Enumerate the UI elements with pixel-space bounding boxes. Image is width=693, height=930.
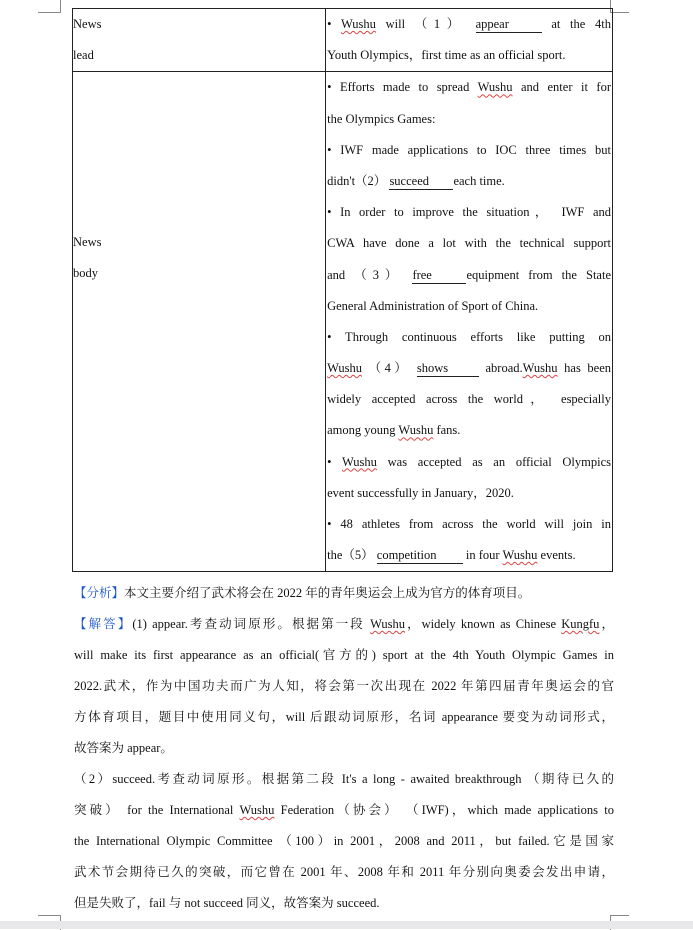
answer-line-10: 但是失败了，fail 与 not succeed 同义，故答案为 succeed.: [74, 896, 380, 910]
body-line-16: the（5） competition in four Wushu events.: [327, 548, 576, 563]
answer-blank-4: shows: [417, 360, 479, 377]
answer-line-1: 【解答】(1) appear.考查动词原形。根据第一段 Wushu，widely known as Chinese Kungfu，: [74, 617, 614, 631]
answer-blank-3: free: [412, 267, 466, 284]
body-line-1: • Efforts made to spread Wushu and enter it for: [327, 80, 611, 95]
body-line-2: the Olympics Games:: [327, 111, 436, 126]
answer-paragraph: [74, 609, 614, 919]
answer-line-5: 故答案为 appear。: [74, 741, 173, 755]
news-structure-table: [72, 8, 613, 572]
answer-line-9: 武术节会期待已久的突破，而它曾在 2001 年、2008 年和 2011 年分别向奥委会发出申请，: [74, 865, 614, 879]
margin-corner-top-left: [38, 0, 61, 13]
body-line-3: • IWF made applications to IOC three times but: [327, 142, 611, 157]
table-row-body: [73, 72, 613, 572]
table-row-lead: [73, 9, 613, 72]
lead-content-cell: [326, 9, 613, 72]
body-line-6: CWA have done a lot with the technical support: [327, 236, 611, 251]
body-label-cell: [73, 72, 326, 572]
page-bottom-edge: [0, 921, 693, 929]
answer-blank-2: succeed: [389, 173, 453, 190]
body-line-14: event successfully in January，2020.: [327, 485, 514, 500]
lead-line-2: Youth Olympics，first time as an official sport.: [327, 48, 566, 63]
body-label-line-1: News: [73, 235, 102, 250]
body-line-8: General Administration of Sport of China.: [327, 298, 539, 313]
body-line-4: didn't（2） succeed each time.: [327, 173, 505, 188]
analysis-paragraph: [74, 578, 614, 609]
answer-line-3: 2022.武术，作为中国功夫而广为人知，将会第一次出现在 2022 年第四届青年奥运会的官: [74, 679, 614, 693]
answer-blank-5: competition: [377, 547, 463, 564]
body-line-13: • Wushu was accepted as an official Olympics: [327, 454, 612, 469]
answer-tag: 【解答】: [74, 617, 133, 631]
lead-label-line-1: News: [73, 17, 102, 31]
analysis-line: 【分析】本文主要介绍了武术将会在 2022 年的青年奥运会上成为官方的体育项目。: [74, 586, 531, 600]
answer-line-8: the International Olympic Committee （100）in 2001，2008 and 2011，but failed.它是国家: [74, 834, 614, 848]
lead-label-cell: [73, 9, 326, 72]
body-label-line-2: body: [73, 266, 98, 281]
body-content-cell: [326, 72, 613, 572]
answer-line-4: 方体育项目，题目中使用同义句，will 后跟动词原形，名词 appearance 要变为动词形式，: [74, 710, 614, 724]
body-line-15: • 48 athletes from across the world will join in: [327, 517, 611, 531]
body-line-10: Wushu （4） shows abroad.Wushu has been: [327, 361, 611, 376]
body-line-12: among young Wushu fans.: [327, 423, 461, 438]
answer-blank-1: appear: [476, 16, 542, 33]
body-line-5: • In order to improve the situation， IWF and: [327, 205, 611, 220]
answer-line-2: will make its first appearance as an official(官方的) sport at the 4th Youth Olympic Games in: [74, 648, 614, 662]
answer-line-7: 突破） for the International Wushu Federation（协会） （IWF)，which made applications to: [74, 803, 614, 817]
lead-label-line-2: lead: [73, 48, 94, 62]
body-line-9: • Through continuous efforts like putting on: [327, 329, 611, 344]
answer-line-6: （2）succeed.考查动词原形。根据第二段 It's a long - awaited breakthrough （期待已久的: [74, 772, 614, 786]
lead-line-1: • Wushu will （1） appear at the 4th: [327, 17, 612, 31]
body-line-7: and （3） free equipment from the State: [327, 267, 611, 282]
analysis-tag: 【分析】: [74, 586, 125, 600]
body-line-11: widely accepted across the world， especially: [327, 392, 611, 407]
